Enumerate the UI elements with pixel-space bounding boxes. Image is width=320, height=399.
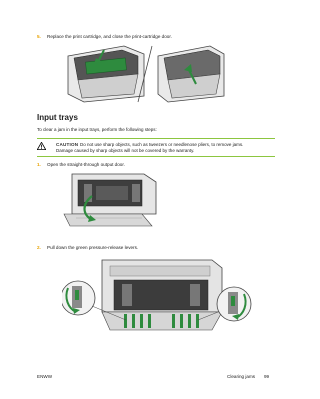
step-5-number: 5. — [37, 34, 41, 39]
cartridge-replace-illustration — [64, 44, 226, 104]
caution-label: CAUTION — [56, 142, 79, 147]
caution-icon — [37, 142, 46, 150]
step-5-text: Replace the print cartridge, and close the print-cartridge door. — [47, 34, 172, 39]
caution-bottom-rule — [37, 156, 275, 157]
footer-left: ENWW — [37, 374, 53, 379]
pressure-levers-illustration — [62, 254, 252, 344]
step-2-text: Pull down the green pressure-release levers. — [47, 245, 139, 250]
footer-section: Clearing jams — [227, 374, 256, 379]
page-number: 99 — [264, 374, 270, 379]
caution-line-1: Do not use sharp objects, such as tweezers or needlenose pliers, to remove jams. — [80, 142, 244, 147]
section-title: Input trays — [37, 113, 78, 122]
caution-line-2: Damage caused by sharp objects will not be covered by the warranty. — [56, 148, 195, 153]
section-intro: To clear a jam in the input trays, perform the following steps: — [37, 127, 157, 132]
output-door-illustration — [62, 170, 162, 228]
step-2-number: 2. — [37, 245, 41, 250]
step-1-number: 1. — [37, 162, 41, 167]
caution-top-rule — [37, 138, 275, 139]
step-1-text: Open the straight-through output door. — [47, 162, 125, 167]
